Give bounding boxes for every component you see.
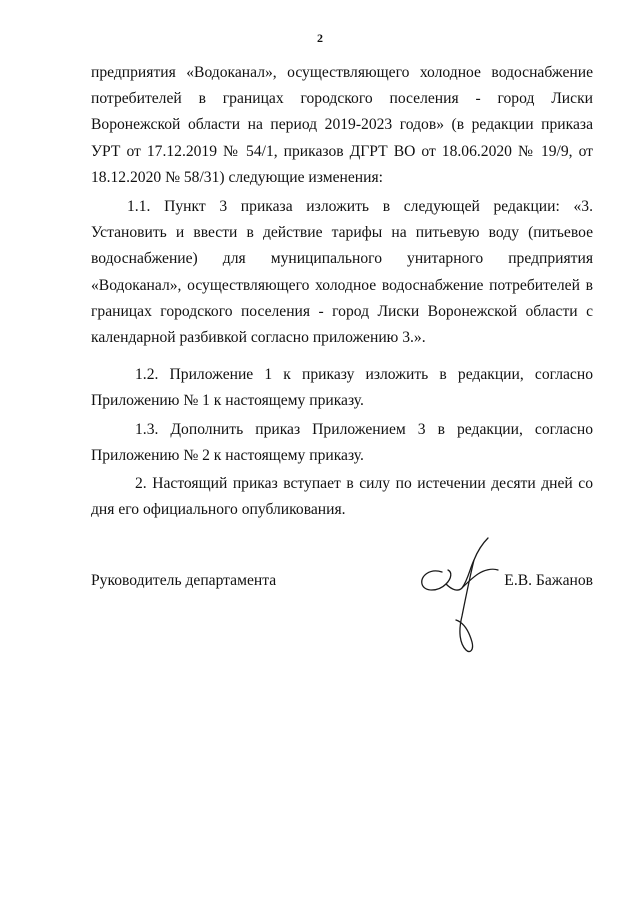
handwritten-signature: [412, 532, 502, 662]
paragraph-item-1-3: 1.3. Дополнить приказ Приложением 3 в редакции, согласно Приложению № 2 к настоящему приказу.: [91, 420, 593, 464]
page-number: 2: [317, 31, 323, 45]
paragraph-item-1-2: 1.2. Приложение 1 к приказу изложить в редакции, согласно Приложению № 1 к настоящему приказу.: [91, 366, 593, 410]
paragraph-item-2: 2. Настоящий приказ вступает в силу по истечении десяти дней со дня его официального опубликования.: [91, 475, 593, 519]
paragraph-continuation: предприятия «Водоканал», осуществляющего холодное водоснабжение потребителей в границах городского поселения - город Лиски Воронежской области на период 2019-2023 годов» (в редакции приказа УРТ от 17.12.2019 № 54/1, приказов ДГРТ ВО от 18.06.2020 № 19/9, от 18.12.2020 № 58/31) следующие изменения:: [91, 64, 593, 186]
signatory-name: Е.В. Бажанов: [504, 572, 593, 589]
paragraph-item-1-1: 1.1. Пункт 3 приказа изложить в следующей редакции: «3. Установить и ввести в действие тарифы на питьевую воду (питьевое водоснабжение) для муниципального унитарного предприятия «Водоканал», осуществляющего холодное водоснабжение потребителей в границах городского поселения - город Лиски Воронежской области с календарной разбивкой согласно приложению 3.».: [91, 198, 593, 347]
document-body: [91, 60, 593, 523]
signatory-title: Руководитель департамента: [91, 572, 277, 589]
